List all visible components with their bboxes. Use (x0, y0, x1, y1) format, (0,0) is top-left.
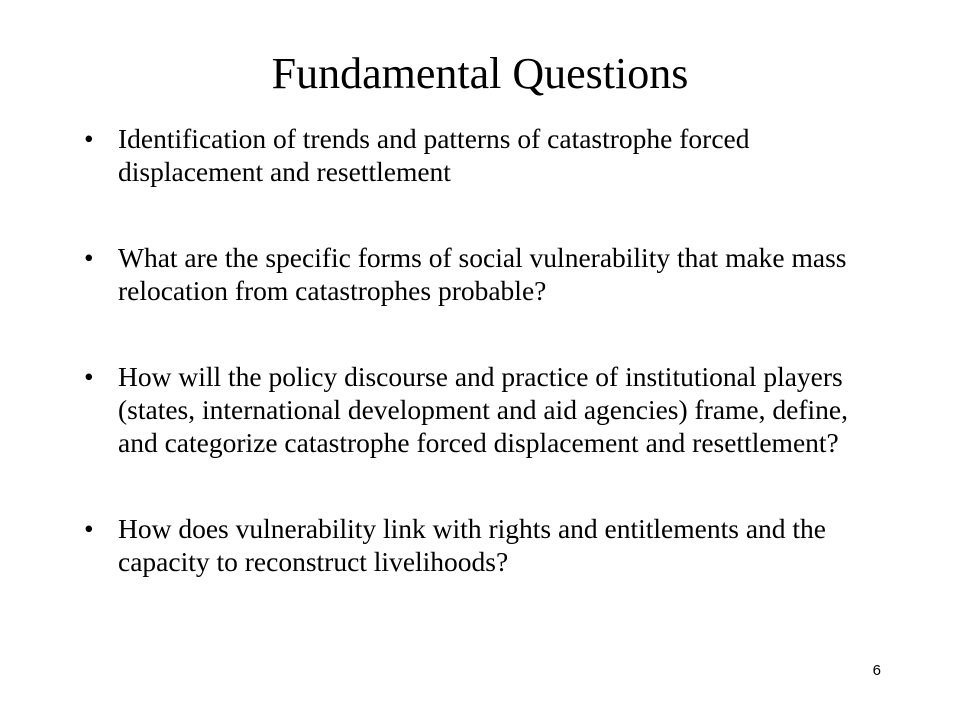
bullet-text: Identification of trends and patterns of catastrophe forced displacement and resettlement (118, 123, 750, 187)
bullet-text: What are the specific forms of social vulnerability that make mass relocation from catastrophes probable? (118, 242, 847, 306)
bullet-item (84, 360, 884, 459)
slide-title: Fundamental Questions (271, 49, 689, 98)
bullet-icon: • (84, 513, 94, 544)
bullet-icon: • (84, 242, 94, 273)
bullet-text: How does vulnerability link with rights and entitlements and the capacity to reconstruct livelihoods? (118, 513, 827, 577)
page-number: 6 (872, 662, 881, 679)
bullet-item (84, 122, 884, 188)
bullet-icon: • (84, 123, 94, 154)
bullet-item (84, 512, 884, 578)
bullet-icon: • (84, 361, 94, 392)
bullet-text: How will the policy discourse and practice of institutional players (states, international development and aid agencies) frame, define, and categorize catastrophe forced displacement and resettlement? (118, 361, 848, 458)
bullet-item (84, 241, 884, 307)
bullet-list (84, 122, 884, 578)
